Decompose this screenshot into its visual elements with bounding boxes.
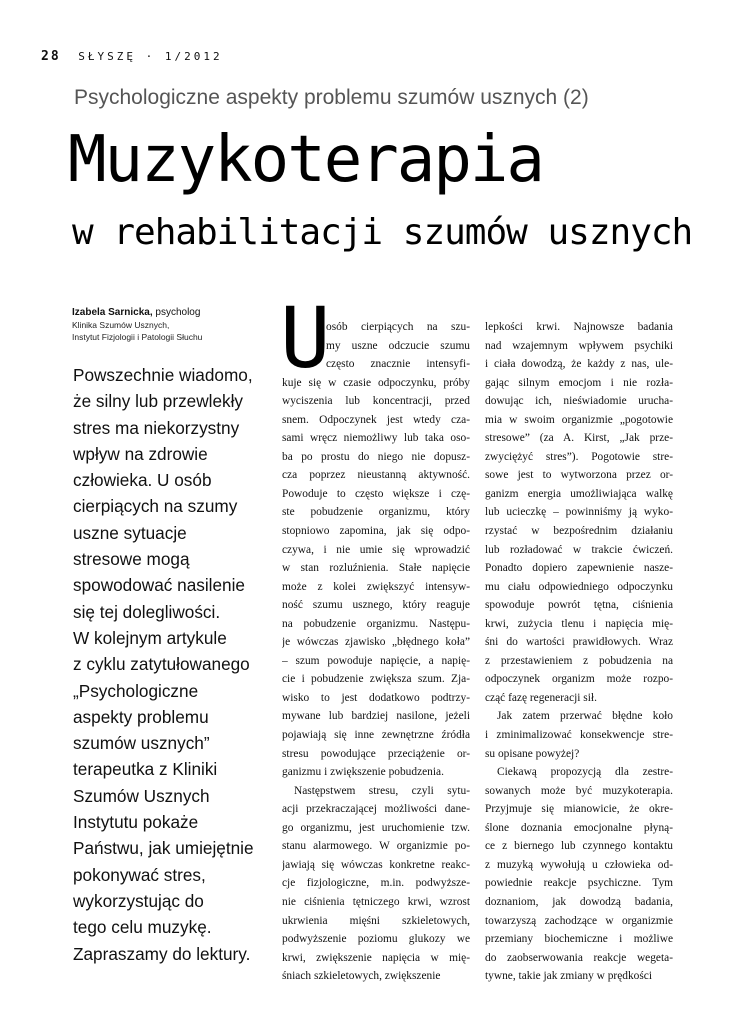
text-line: może z kolei zwiększyć intensyw- [282, 580, 470, 593]
text-line: kuje się w czasie odpoczynku, próby [282, 376, 470, 389]
drop-cap: U [280, 289, 331, 387]
text-line: gając silnym emocjom i nie rozła- [485, 376, 673, 389]
text-line: acji przekraczającej możliwości dane- [282, 803, 470, 816]
lead-line: Szumów Usznych [73, 785, 210, 806]
text-line: często znacznie intensyfi- [326, 358, 470, 371]
text-line: doznaniom, jak dowodzą badania, [485, 895, 673, 908]
series-subtitle: Psychologiczne aspekty problemu szumów usznych (2) [74, 86, 589, 109]
text-line: przemiany biochemiczne i możliwe [485, 933, 673, 946]
lead-line: Zapraszamy do lektury. [73, 943, 251, 964]
article-title: Muzykoterapia [68, 123, 543, 197]
text-line: Ciekawą propozycją dla zestre- [497, 766, 673, 779]
article-title-sub: w rehabilitacji szumów usznych [72, 212, 693, 253]
text-line: Ponadto dopiero zapewnienie nasze- [485, 562, 673, 575]
text-line: wisko to jest dodatkowo podtrzy- [282, 691, 470, 704]
author-affiliation-2: Instytut Fizjologii i Patologii Słuchu [72, 332, 203, 342]
text-line: powiednie reakcje psychiczne. Tym [485, 877, 673, 890]
text-line: śniach szkieletowych, zwiększenie [282, 970, 441, 983]
lead-paragraph [73, 362, 273, 967]
lead-line: stres ma niekorzystny [73, 417, 240, 438]
author-affiliation-1: Klinika Szumów Usznych, [72, 320, 170, 330]
text-line: ce z biernego lub czynnego kontaktu [485, 840, 673, 853]
lead-line: aspekty problemu [73, 706, 209, 727]
text-line: osób cierpiących na szu- [326, 321, 470, 333]
author-name: Izabela Sarnicka, [72, 307, 153, 318]
lead-line: się tej dolegliwości. [73, 601, 221, 622]
text-line: stresu powodujące przeciążenie or- [282, 747, 470, 760]
lead-line: pokonywać stres, [73, 864, 206, 885]
page-header [41, 49, 223, 64]
text-line: ukrwienia mięśni szkieletowych, [282, 914, 470, 927]
text-line: cząć fazę regeneracji sił. [485, 691, 597, 704]
text-line: i zminimalizować konsekwencje stre- [485, 729, 673, 742]
magazine-issue: SŁYSZĘ · 1/2012 [78, 50, 223, 63]
text-line: ność szumu usznego, który reaguje [282, 599, 470, 612]
text-line: je wówczas zjawisko „błędnego koła” [282, 636, 470, 649]
lead-line: szumów usznych” [73, 733, 210, 754]
lead-line: „Psychologiczne [73, 680, 199, 701]
text-line: z przestawieniem z pobudzenia na [485, 654, 673, 667]
text-line: towarzyszą zachodzące w organizmie [485, 914, 673, 927]
text-line: spowoduje powrót tętna, ciśnienia [485, 599, 673, 612]
text-line: sowanych może być muzykoterapia. [485, 784, 673, 797]
text-line: stanu alarmowego. W organizmie po- [282, 840, 470, 853]
text-line: mu ciału odpowiedniego odpoczynku [485, 580, 673, 593]
lead-line: terapeutka z Kliniki [73, 759, 218, 780]
article-column-1 [282, 318, 470, 986]
lead-line: człowieka. U osób [73, 470, 212, 491]
text-line: śni do wartości prawidłowych. Wraz [485, 636, 673, 649]
lead-line: tego celu muzykę. [73, 917, 212, 938]
lead-line: Instytutu pokaże [73, 812, 199, 833]
text-line: ślone doznania emocjonalne płyną- [485, 821, 673, 834]
text-line: snem. Odpoczynek jest wtedy cza- [282, 413, 470, 426]
text-line: lub ucieczkę – powinniśmy ją wyko- [485, 506, 673, 519]
text-line: Powoduje to często większe i czę- [282, 487, 470, 500]
text-line: pojawiają się inne zewnętrzne źródła [282, 729, 470, 742]
lead-line: z cyklu zatytułowanego [73, 654, 250, 675]
text-line: su opisane powyżej? [485, 747, 580, 760]
text-line: mia w swoim organizmie „pogotowie [485, 413, 673, 426]
text-line: krwi, zwiększenie napięcia w mię- [282, 951, 470, 964]
text-line: dowując ich, nieświadomie urucha- [485, 395, 673, 408]
lead-line: że silny lub przewlekły [73, 391, 244, 412]
text-line: rzystać w bezpośrednim działaniu [485, 525, 673, 538]
text-line: do zaobserwowania reakcje wegeta- [485, 951, 673, 964]
lead-line: spowodować nasilenie [73, 575, 245, 596]
text-line: go organizmu, jest uruchomienie tzw. [282, 821, 470, 834]
text-line: stopniowo zapomina, jak się odpo- [282, 525, 470, 538]
article-column-2 [485, 318, 673, 986]
text-line: wyciszenia lub koncentracji, przed [282, 395, 470, 408]
text-line: sami wręcz niemożliwy lub taka oso- [282, 432, 470, 445]
page-number: 28 [41, 49, 61, 64]
text-line: z muzyką wywołują u człowieka od- [485, 858, 673, 871]
text-line: Przyjmuje się mianowicie, że okre- [485, 803, 673, 816]
text-line: ganizmu i zwiększenie pobudzenia. [282, 766, 444, 779]
lead-line: wpływ na zdrowie [73, 443, 208, 464]
text-line: lepkości krwi. Najnowsze badania [485, 321, 673, 333]
text-line: mywane lub bardziej nasilone, jeżeli [282, 710, 470, 723]
text-line: – szum powoduje napięcie, a napię- [282, 654, 470, 667]
text-line: i ciała dowodzą, że każdy z nas, ule- [485, 358, 673, 371]
author-block [72, 306, 262, 343]
text-line: ste pobudzenie organizmu, który [282, 506, 470, 519]
text-line: ganizm energia umożliwiająca walkę [485, 487, 673, 500]
text-line: cza poprzez nieustanną aktywność. [282, 469, 470, 482]
text-line: nad wzajemnym wpływem psychiki [485, 339, 673, 352]
lead-line: Powszechnie wiadomo, [73, 365, 253, 385]
text-line: tywne, takie jak zmiany w prędkości [485, 970, 653, 983]
text-line: stresowe” (za A. Kirst, „Jak prze- [485, 432, 673, 445]
text-line: jawiają się wówczas konkretne reakc- [282, 858, 470, 871]
text-line: my uszne odczucie szumu [326, 339, 470, 352]
text-line: na pobudzenie organizmu. Następu- [282, 617, 470, 630]
lead-line: stresowe mogą [73, 549, 190, 570]
lead-line: Państwu, jak umiejętnie [73, 838, 254, 859]
text-line: zwyciężyć stres”). Pogotowie stre- [485, 450, 673, 463]
lead-line: wykorzystując do [73, 890, 204, 911]
text-line: krwi, zużycia tlenu i napięcia mię- [485, 617, 673, 630]
text-line: sowe jest to wytworzona przez or- [485, 469, 673, 482]
text-line: cie i pobudzenie zwiększa szum. Zja- [282, 673, 470, 686]
text-line: odpoczynek organizm może rozpo- [485, 673, 673, 686]
text-line: ba po prostu do niego nie dopusz- [282, 450, 470, 463]
text-line: Jak zatem przerwać błędne koło [497, 710, 673, 723]
text-line: lub rozładować w trakcie ćwiczeń. [485, 543, 673, 556]
text-line: w stan rozluźnienia. Stałe napięcie [282, 562, 470, 575]
author-role: psycholog [155, 307, 201, 318]
lead-line: uszne sytuacje [73, 522, 187, 543]
lead-line: W kolejnym artykule [73, 627, 227, 648]
text-line: Następstwem stresu, czyli sytu- [294, 784, 470, 797]
text-line: czywa, i nie umie się wprowadzić [282, 543, 470, 556]
text-line: podwyższenie poziomu glukozy we [282, 933, 470, 946]
text-line: nie ciśnienia tętniczego krwi, wzrost [282, 895, 470, 908]
text-line: cje fizjologiczne, m.in. podwyższe- [282, 877, 470, 890]
lead-line: cierpiących na szumy [73, 496, 238, 517]
